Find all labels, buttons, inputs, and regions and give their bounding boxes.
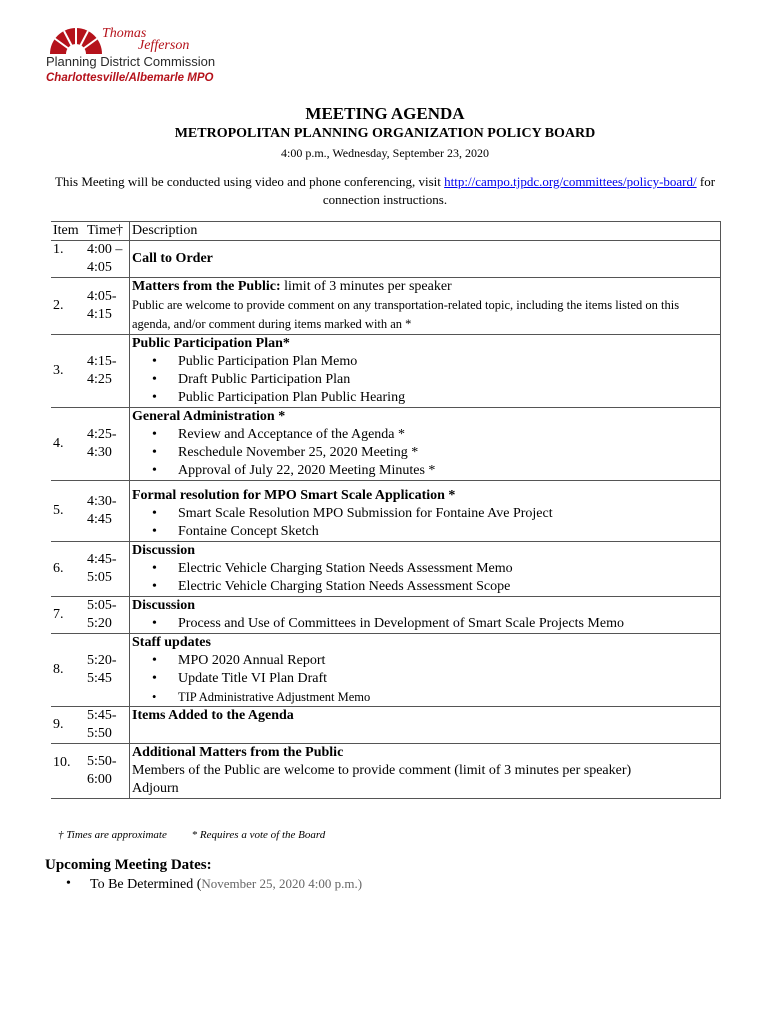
item-description	[130, 335, 721, 408]
footnotes	[58, 829, 325, 841]
table-header-row	[51, 222, 721, 241]
bullet-item: • Approval of July 22, 2020 Meeting Minutes *	[178, 462, 718, 480]
item-number: 4.	[51, 408, 85, 481]
item-time: 4:45- 5:05	[85, 542, 130, 597]
table-row	[51, 542, 721, 597]
item-time: 4:30- 4:45	[85, 481, 130, 542]
item-number: 2.	[51, 278, 85, 335]
item-title: Staff updates	[132, 635, 211, 650]
item-title: General Administration *	[132, 409, 286, 424]
item-bullets	[132, 353, 718, 407]
notice-text-after: for connection instructions.	[322, 174, 716, 207]
bullet-item: • Smart Scale Resolution MPO Submission for Fontaine Ave Project	[178, 505, 718, 523]
footnote-vote: * Requires a vote of the Board	[191, 829, 326, 841]
logo-line-mpo: Charlottesville/Albemarle MPO	[46, 72, 214, 84]
table-row	[51, 481, 721, 542]
item-title: Call to Order	[132, 251, 213, 266]
tjpdc-logo	[46, 24, 216, 90]
item-bullets	[132, 615, 718, 633]
notice-text-before: This Meeting will be conducted using video and phone conferencing, visit	[54, 174, 445, 189]
item-description	[130, 597, 721, 634]
bullet-item: • Public Participation Plan Memo	[178, 353, 718, 371]
item-time: 4:05- 4:15	[85, 278, 130, 335]
item-description	[130, 481, 721, 542]
item-title: Formal resolution for MPO Smart Scale Application *	[132, 488, 456, 503]
header-description: Description	[130, 222, 721, 241]
item-number: 3.	[51, 335, 85, 408]
header-time: Time†	[85, 222, 130, 241]
table-row	[51, 278, 721, 335]
item-number: 5.	[51, 481, 85, 542]
table-row	[51, 744, 721, 799]
item-text-adjourn: Adjourn	[132, 781, 179, 796]
item-number: 8.	[51, 634, 85, 707]
table-row	[51, 707, 721, 744]
bullet-item: • TIP Administrative Adjustment Memo	[178, 688, 718, 706]
bullet-item: • MPO 2020 Annual Report	[178, 652, 718, 670]
item-time: 5:05- 5:20	[85, 597, 130, 634]
item-number: 1.	[51, 241, 85, 278]
logo-line-pdc: Planning District Commission	[46, 54, 216, 69]
item-description	[130, 542, 721, 597]
item-title: Discussion	[132, 598, 196, 613]
page-subtitle: METROPOLITAN PLANNING ORGANIZATION POLICY BOARD	[174, 126, 596, 141]
item-description	[130, 634, 721, 707]
item-number: 10.	[51, 744, 85, 799]
bullet-item: • Electric Vehicle Charging Station Needs Assessment Scope	[178, 578, 718, 596]
meeting-datetime: 4:00 p.m., Wednesday, September 23, 2020	[280, 146, 489, 160]
item-title: Items Added to the Agenda	[132, 708, 294, 723]
bullet-item: • Reschedule November 25, 2020 Meeting *	[178, 444, 718, 462]
bullet-item: • Draft Public Participation Plan	[178, 371, 718, 389]
item-title: Discussion	[132, 543, 196, 558]
item-time: 4:15- 4:25	[85, 335, 130, 408]
agenda-table	[51, 221, 721, 799]
item-number: 7.	[51, 597, 85, 634]
item-bullets	[132, 652, 718, 706]
item-bullets	[132, 505, 718, 541]
table-row	[51, 241, 721, 278]
item-description	[130, 707, 721, 744]
item-title: Public Participation Plan*	[132, 336, 290, 351]
upcoming-item-date: November 25, 2020 4:00 p.m.)	[201, 876, 363, 891]
item-text: Public are welcome to provide comment on any transportation-related topic, including the items listed on this agenda, and/or comment during items marked with an *	[132, 298, 680, 331]
upcoming-item-text: To Be Determined (	[90, 877, 202, 892]
item-description	[130, 278, 721, 335]
table-row	[51, 335, 721, 408]
item-title-rest: limit of 3 minutes per speaker	[280, 279, 452, 294]
bullet-item: • Public Participation Plan Public Hearing	[178, 389, 718, 407]
item-title: Matters from the Public:	[132, 279, 281, 294]
bullet-item: • Electric Vehicle Charging Station Needs Assessment Memo	[178, 560, 718, 578]
bullet-item: • Process and Use of Committees in Development of Smart Scale Projects Memo	[178, 615, 718, 633]
item-description	[130, 408, 721, 481]
table-row	[51, 408, 721, 481]
conferencing-notice	[50, 173, 720, 209]
header-item: Item	[51, 222, 85, 241]
policy-board-link[interactable]: http://campo.tjpdc.org/committees/policy-board/	[444, 174, 697, 189]
item-description	[130, 744, 721, 799]
item-number: 6.	[51, 542, 85, 597]
item-bullets	[132, 426, 718, 480]
item-time: 5:45- 5:50	[85, 707, 130, 744]
logo-script-thomas: Thomas	[102, 26, 147, 41]
item-text: Members of the Public are welcome to provide comment (limit of 3 minutes per speaker)	[132, 763, 632, 778]
bullet-item: • Fontaine Concept Sketch	[178, 523, 718, 541]
item-number: 9.	[51, 707, 85, 744]
footnote-times: † Times are approximate	[58, 829, 167, 841]
item-time: 4:25- 4:30	[85, 408, 130, 481]
page-title: MEETING AGENDA	[305, 104, 465, 123]
bullet-icon: •	[66, 876, 71, 891]
item-time: 4:00 – 4:05	[85, 241, 130, 278]
item-time: 5:50- 6:00	[85, 744, 130, 799]
table-row	[51, 597, 721, 634]
item-title: Additional Matters from the Public	[132, 745, 344, 760]
table-row	[51, 634, 721, 707]
bullet-item: • Review and Acceptance of the Agenda *	[178, 426, 718, 444]
upcoming-heading: Upcoming Meeting Dates:	[45, 857, 212, 873]
bullet-item: • Update Title VI Plan Draft	[178, 670, 718, 688]
logo-script-jefferson: Jefferson	[138, 38, 190, 53]
item-description	[130, 241, 721, 278]
sunrise-logo-icon	[46, 24, 106, 56]
item-time: 5:20- 5:45	[85, 634, 130, 707]
item-bullets	[132, 560, 718, 596]
